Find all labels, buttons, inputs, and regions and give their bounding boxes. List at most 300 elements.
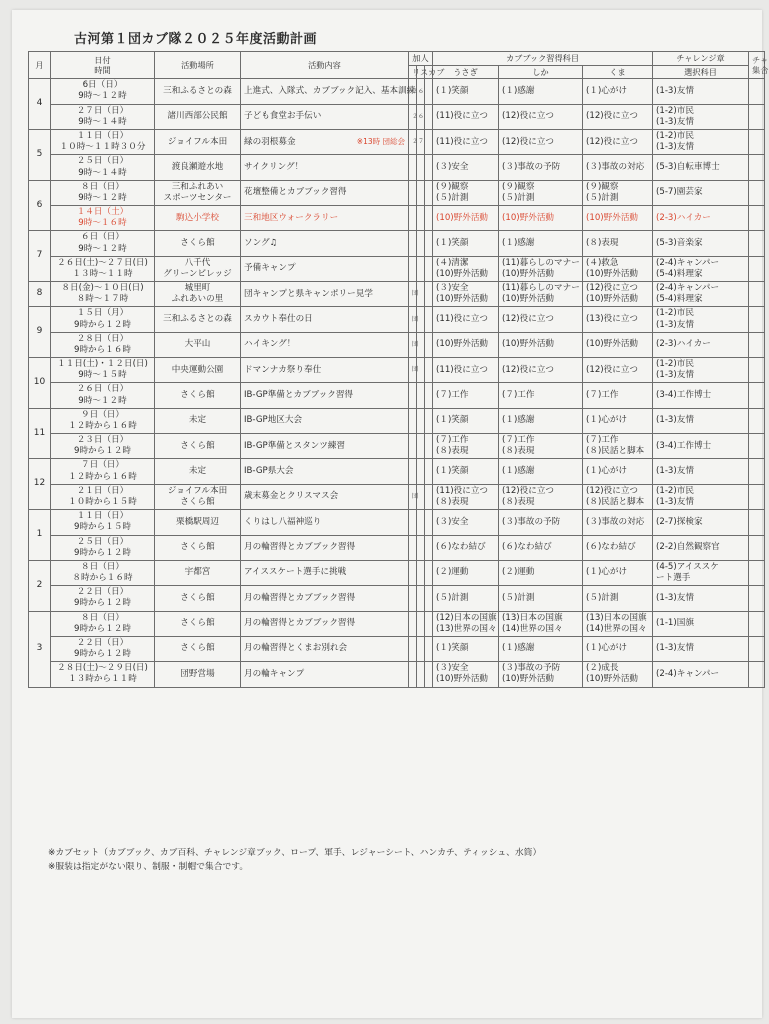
cell-line: (13)日本の国旗 bbox=[502, 612, 563, 623]
content-cell bbox=[241, 130, 409, 155]
month-cell: 10 bbox=[29, 358, 51, 409]
cell-line: (３)安全 bbox=[436, 663, 469, 674]
join-check-cell bbox=[425, 332, 433, 357]
cell-line: (11)役に立つ bbox=[436, 485, 489, 496]
content-cell bbox=[241, 104, 409, 129]
cell-line: (６)なわ結び bbox=[436, 542, 486, 553]
document-title: 古河第１団カブ隊２０２５年度活動計画 bbox=[74, 32, 318, 47]
footer-note-1: ※カブセット（カブブック、カブ百科、チャレンジ章ブック、ロープ、軍手、レジャーシート、ハンカチ、ティッシュ、水筒） bbox=[48, 848, 542, 858]
kuma-cell bbox=[583, 408, 653, 433]
cell-line: ６日（日） bbox=[81, 232, 124, 243]
challenge-cell bbox=[653, 358, 749, 383]
date-cell bbox=[51, 383, 155, 408]
cell-line: (12)日本の国旗 bbox=[436, 612, 497, 623]
join-check-cell bbox=[425, 560, 433, 585]
content-cell bbox=[241, 535, 409, 560]
cell-line: (2-4)キャンパー bbox=[656, 257, 720, 268]
header-challenge-sub: 選択科目 bbox=[653, 65, 749, 79]
content-cell bbox=[241, 256, 409, 281]
shika-cell bbox=[499, 383, 583, 408]
header-challenge-group: チャレンジ章 bbox=[653, 52, 749, 66]
content-text: 団キャンプと県キャンポリー見学 bbox=[244, 288, 373, 299]
cell-line: (11)役に立つ bbox=[436, 364, 489, 375]
extra-cell bbox=[749, 104, 765, 129]
join-check-cell bbox=[417, 256, 425, 281]
header-extra: チャ 集合 bbox=[749, 52, 765, 79]
content-text: IB-GP準備とカブブック習得 bbox=[244, 390, 354, 401]
footer-note-2: ※服装は指定がない限り、制服・制帽で集合です。 bbox=[48, 862, 249, 873]
place-cell bbox=[155, 180, 241, 205]
extra-cell bbox=[749, 535, 765, 560]
table-row bbox=[29, 484, 765, 509]
place-cell bbox=[155, 332, 241, 357]
usagi-cell bbox=[433, 510, 499, 535]
challenge-cell bbox=[653, 383, 749, 408]
cell-line: (11)役に立つ bbox=[436, 136, 489, 147]
cell-line: (５)計測 bbox=[502, 192, 535, 203]
content-text: 緑の羽根募金 bbox=[244, 136, 296, 147]
join-check-cell bbox=[425, 484, 433, 509]
cell-line: (３)安全 bbox=[436, 516, 469, 527]
cell-line: (5-4)料理家 bbox=[656, 294, 703, 305]
date-cell bbox=[51, 636, 155, 661]
content-text: IB-GP準備とスタンツ練習 bbox=[244, 440, 346, 451]
header-cub-group: カブブック習得科目 bbox=[433, 52, 653, 66]
date-cell bbox=[51, 231, 155, 256]
table-row bbox=[29, 560, 765, 585]
cell-line: (９)観察 bbox=[502, 181, 535, 192]
cell-line: (２)成長 bbox=[586, 663, 619, 674]
cell-line: (1-3)友情 bbox=[656, 370, 694, 381]
shika-cell bbox=[499, 282, 583, 307]
cell-line: 宇都宮 bbox=[184, 567, 211, 578]
kuma-cell bbox=[583, 130, 653, 155]
extra-cell bbox=[749, 155, 765, 180]
join-check-cell bbox=[417, 180, 425, 205]
cell-line: 団野営場 bbox=[180, 668, 215, 679]
cell-line: ２２日（日） bbox=[76, 587, 129, 598]
cell-line: (３)事故の対応 bbox=[586, 516, 645, 527]
cell-line: (４)清潔 bbox=[436, 257, 469, 268]
challenge-cell bbox=[653, 484, 749, 509]
extra-cell bbox=[749, 611, 765, 636]
content-text: 月の輪習得とカブブック習得 bbox=[244, 618, 356, 629]
cell-line: (12)役に立つ bbox=[586, 283, 639, 294]
table-row bbox=[29, 408, 765, 433]
shika-cell bbox=[499, 611, 583, 636]
join-check-cell bbox=[425, 611, 433, 636]
cell-line: (７)工作 bbox=[586, 390, 619, 401]
cell-line: ート選手 bbox=[656, 573, 691, 584]
cell-line: (１)感謝 bbox=[502, 643, 535, 654]
cell-line: １１日（日） bbox=[76, 131, 129, 141]
challenge-cell bbox=[653, 459, 749, 484]
shika-cell bbox=[499, 332, 583, 357]
join-check-cell bbox=[425, 206, 433, 231]
join-check-cell: 団 bbox=[409, 358, 417, 383]
content-cell bbox=[241, 282, 409, 307]
cell-line: (６)なわ結び bbox=[586, 542, 636, 553]
cell-line: 未定 bbox=[188, 415, 207, 426]
place-cell bbox=[155, 79, 241, 104]
cell-line: 城里町 bbox=[184, 283, 211, 294]
kuma-cell bbox=[583, 586, 653, 611]
cell-line: (12)役に立つ bbox=[502, 313, 555, 324]
extra-cell bbox=[749, 434, 765, 459]
content-cell bbox=[241, 459, 409, 484]
content-cell bbox=[241, 383, 409, 408]
cell-line: ８日（日） bbox=[81, 561, 124, 572]
shika-cell bbox=[499, 79, 583, 104]
join-check-cell bbox=[417, 434, 425, 459]
cell-line: (２)運動 bbox=[502, 567, 535, 578]
content-cell bbox=[241, 611, 409, 636]
cell-line: (９)観察 bbox=[586, 181, 619, 192]
month-cell: 2 bbox=[29, 560, 51, 611]
cell-line: １５日（月） bbox=[76, 308, 129, 319]
document-sheet bbox=[12, 10, 769, 1018]
header-join-sub3: カブ bbox=[425, 65, 433, 79]
place-cell bbox=[155, 383, 241, 408]
join-check-cell bbox=[425, 104, 433, 129]
content-cell bbox=[241, 586, 409, 611]
cell-line: 三和ふれあい bbox=[171, 181, 224, 192]
month-cell: 4 bbox=[29, 79, 51, 130]
cell-line: (10)野外活動 bbox=[586, 212, 639, 223]
date-cell bbox=[51, 408, 155, 433]
activity-plan-table bbox=[28, 51, 769, 688]
cell-line: 9時から１２時 bbox=[73, 598, 132, 609]
cell-line: ２８日(土)～２９日(日) bbox=[57, 663, 148, 674]
content-cell bbox=[241, 79, 416, 104]
cell-line: (５)計測 bbox=[436, 192, 469, 203]
cell-line: (10)野外活動 bbox=[436, 212, 489, 223]
cell-line: (1-1)国旗 bbox=[656, 618, 694, 629]
place-cell bbox=[155, 104, 241, 129]
cell-line: (5-3)自転車博士 bbox=[656, 161, 720, 172]
content-text: 三和地区ウォークラリー bbox=[244, 212, 339, 223]
content-cell bbox=[241, 662, 409, 687]
extra-cell bbox=[749, 408, 765, 433]
cell-line: (2-4)キャンパー bbox=[656, 283, 720, 294]
cell-line: 渡良瀬遊水地 bbox=[171, 161, 224, 172]
cell-line: 大平山 bbox=[184, 339, 211, 350]
join-check-cell bbox=[425, 383, 433, 408]
cell-line: (１)感謝 bbox=[502, 237, 535, 248]
kuma-cell bbox=[583, 155, 653, 180]
join-check-cell bbox=[417, 636, 425, 661]
content-cell bbox=[241, 358, 409, 383]
header-place: 活動場所 bbox=[155, 52, 241, 79]
shika-cell bbox=[499, 130, 583, 155]
header-month: 月 bbox=[29, 52, 51, 79]
shika-cell bbox=[499, 155, 583, 180]
challenge-cell bbox=[653, 79, 749, 104]
extra-cell bbox=[749, 358, 765, 383]
cell-line: (13)役に立つ bbox=[586, 313, 639, 324]
join-check-cell bbox=[425, 459, 433, 484]
usagi-cell bbox=[433, 307, 499, 332]
header-usagi: うさぎ bbox=[433, 65, 499, 79]
header-shika: しか bbox=[499, 65, 583, 79]
kuma-cell bbox=[583, 104, 653, 129]
cell-line: ９日（日） bbox=[81, 409, 124, 420]
cell-line: (10)野外活動 bbox=[436, 339, 489, 350]
join-check-cell bbox=[409, 459, 417, 484]
cell-line: (１)感謝 bbox=[502, 466, 535, 477]
cell-line: ２６日（日） bbox=[76, 384, 129, 395]
cell-line: (2-3)ハイカー bbox=[656, 339, 711, 350]
join-check-cell bbox=[409, 231, 417, 256]
usagi-cell bbox=[433, 484, 499, 509]
cell-line: (12)役に立つ bbox=[502, 364, 555, 375]
extra-cell bbox=[749, 459, 765, 484]
extra-cell bbox=[749, 79, 765, 104]
challenge-cell bbox=[653, 611, 749, 636]
content-text: アイススケート選手に挑戦 bbox=[244, 567, 347, 578]
header-join: 加人 bbox=[409, 52, 433, 66]
month-cell: 1 bbox=[29, 510, 51, 561]
content-cell bbox=[241, 510, 409, 535]
table-row bbox=[29, 459, 765, 484]
content-text: 花壇整備とカブブック習得 bbox=[244, 187, 347, 198]
cell-line: (１)心がけ bbox=[586, 85, 628, 96]
cell-line: １１日(土)・１２日(日) bbox=[57, 359, 148, 370]
cell-line: (13)世界の国々 bbox=[436, 623, 497, 634]
shika-cell bbox=[499, 560, 583, 585]
shika-cell bbox=[499, 484, 583, 509]
date-cell bbox=[51, 256, 155, 281]
cell-line: (5-7)園芸家 bbox=[656, 187, 703, 198]
cell-line: １０時～１１時３０分 bbox=[59, 142, 146, 153]
kuma-cell bbox=[583, 180, 653, 205]
header-content: 活動内容 bbox=[241, 52, 409, 79]
cell-line: ８日（日） bbox=[81, 612, 124, 623]
cell-line: 9時から１６時 bbox=[73, 344, 132, 355]
cell-line: ８時～１７時 bbox=[76, 294, 129, 305]
cell-line: １０時から１５時 bbox=[68, 496, 137, 507]
cell-line: 諸川西部公民館 bbox=[167, 111, 228, 122]
join-check-cell bbox=[409, 662, 417, 687]
usagi-cell bbox=[433, 130, 499, 155]
cell-line: (７)工作 bbox=[502, 435, 535, 446]
challenge-cell bbox=[653, 180, 749, 205]
challenge-cell bbox=[653, 130, 749, 155]
cell-line: (５)計測 bbox=[436, 592, 469, 603]
join-check-cell bbox=[425, 636, 433, 661]
challenge-cell bbox=[653, 662, 749, 687]
table-row bbox=[29, 130, 765, 155]
date-cell bbox=[51, 180, 155, 205]
cell-line: 9時～１２時 bbox=[78, 243, 127, 254]
cell-line: スポーツセンター bbox=[163, 192, 232, 203]
extra-cell bbox=[749, 130, 765, 155]
cell-line: １３時から１１時 bbox=[68, 674, 137, 685]
content-text: ドマンナカ祭り奉仕 bbox=[244, 364, 322, 375]
usagi-cell bbox=[433, 358, 499, 383]
cell-line: ７日（日） bbox=[81, 460, 124, 471]
cell-line: (５)計測 bbox=[586, 592, 619, 603]
cell-line: (１)笑顔 bbox=[436, 466, 469, 477]
cell-line: (12)役に立つ bbox=[586, 136, 639, 147]
cell-line: (６)なわ結び bbox=[502, 542, 552, 553]
content-text: 月の輪キャンプ bbox=[244, 668, 305, 679]
cell-line: (1-3)友情 bbox=[656, 116, 694, 127]
join-check-cell bbox=[417, 383, 425, 408]
cell-line: (１)笑顔 bbox=[436, 643, 469, 654]
place-cell bbox=[155, 206, 241, 231]
shika-cell bbox=[499, 256, 583, 281]
month-cell: 5 bbox=[29, 130, 51, 181]
place-cell bbox=[155, 586, 241, 611]
usagi-cell bbox=[433, 282, 499, 307]
cell-line: (１)笑顔 bbox=[436, 85, 469, 96]
cell-line: (1-2)市民 bbox=[656, 105, 694, 116]
challenge-cell bbox=[653, 510, 749, 535]
month-cell: 11 bbox=[29, 408, 51, 459]
place-cell bbox=[155, 535, 241, 560]
cell-line: １４日（土） bbox=[76, 207, 129, 218]
usagi-cell bbox=[433, 256, 499, 281]
cell-line: ジョイフル本田 bbox=[167, 136, 228, 147]
cell-line: (10)野外活動 bbox=[586, 268, 639, 279]
cell-line: (３)安全 bbox=[436, 161, 469, 172]
cell-line: (3-4)工作博士 bbox=[656, 440, 712, 451]
join-check-cell bbox=[417, 611, 425, 636]
cell-line: １１日（日） bbox=[76, 511, 129, 522]
usagi-cell bbox=[433, 104, 499, 129]
join-check-cell bbox=[409, 383, 417, 408]
cell-line: (１)笑顔 bbox=[436, 237, 469, 248]
kuma-cell bbox=[583, 434, 653, 459]
content-cell bbox=[241, 231, 409, 256]
cell-line: ２２日（日） bbox=[76, 637, 129, 648]
challenge-cell bbox=[653, 586, 749, 611]
place-cell bbox=[155, 231, 241, 256]
kuma-cell bbox=[583, 535, 653, 560]
place-cell bbox=[155, 408, 241, 433]
join-check-cell bbox=[417, 560, 425, 585]
cell-line: ジョイフル本田 bbox=[167, 485, 228, 496]
extra-cell bbox=[749, 256, 765, 281]
content-text: 月の輪習得とカブブック習得 bbox=[244, 592, 356, 603]
content-cell bbox=[241, 434, 409, 459]
challenge-cell bbox=[653, 231, 749, 256]
cell-line: (10)野外活動 bbox=[586, 339, 639, 350]
cell-line: (１)心がけ bbox=[586, 643, 628, 654]
join-check-cell bbox=[425, 282, 433, 307]
join-check-cell bbox=[409, 256, 417, 281]
join-check-cell bbox=[417, 510, 425, 535]
cell-line: 9時から１２時 bbox=[73, 547, 132, 558]
join-check-cell bbox=[417, 408, 425, 433]
cell-line: (７)工作 bbox=[586, 435, 619, 446]
cell-line: (３)事故の予防 bbox=[502, 516, 561, 527]
cell-line: (1-3)友情 bbox=[656, 643, 694, 654]
join-check-cell bbox=[409, 636, 417, 661]
cell-line: さくら館 bbox=[180, 440, 215, 451]
header-date: 日付 時間 bbox=[51, 52, 155, 79]
cell-line: さくら館 bbox=[180, 643, 215, 654]
kuma-cell bbox=[583, 307, 653, 332]
cell-line: (８)表現 bbox=[436, 446, 469, 457]
cell-line: (1-3)友情 bbox=[656, 496, 694, 507]
shika-cell bbox=[499, 358, 583, 383]
cell-line: (1-2)市民 bbox=[656, 359, 694, 370]
extra-cell bbox=[749, 332, 765, 357]
cell-line: (10)野外活動 bbox=[502, 294, 555, 305]
challenge-cell bbox=[653, 560, 749, 585]
date-cell bbox=[51, 307, 155, 332]
date-cell bbox=[51, 535, 155, 560]
cell-line: (７)工作 bbox=[502, 390, 535, 401]
content-note: ※13時 団総会 bbox=[356, 136, 405, 146]
join-check-cell bbox=[409, 155, 417, 180]
place-cell bbox=[155, 358, 241, 383]
place-cell bbox=[155, 155, 241, 180]
extra-cell bbox=[749, 510, 765, 535]
content-text: IB-GP地区大会 bbox=[244, 415, 303, 426]
usagi-cell bbox=[433, 79, 499, 104]
cell-line: (1-3)友情 bbox=[656, 85, 694, 96]
place-cell bbox=[155, 611, 241, 636]
shika-cell bbox=[499, 408, 583, 433]
place-cell bbox=[155, 307, 241, 332]
usagi-cell bbox=[433, 662, 499, 687]
usagi-cell bbox=[433, 636, 499, 661]
date-cell bbox=[51, 484, 155, 509]
cell-line: (5-4)料理家 bbox=[656, 268, 703, 279]
cell-line: ８時から１６時 bbox=[72, 573, 133, 584]
cell-line: (1-3)友情 bbox=[656, 319, 694, 330]
cell-line: １２時から１６時 bbox=[68, 420, 137, 431]
challenge-cell bbox=[653, 307, 749, 332]
usagi-cell bbox=[433, 586, 499, 611]
content-text: 月の輪習得とカブブック習得 bbox=[244, 542, 356, 553]
cell-line: (2-4)キャンパー bbox=[656, 668, 720, 679]
kuma-cell bbox=[583, 332, 653, 357]
cell-line: (2-3)ハイカー bbox=[656, 212, 711, 223]
cell-line: ２１日（日） bbox=[76, 485, 129, 496]
cell-line: (12)役に立つ bbox=[586, 485, 639, 496]
content-text: くりはし八福神巡り bbox=[244, 516, 322, 527]
content-text: 月の輪習得とくまお別れ会 bbox=[244, 643, 348, 654]
place-cell bbox=[155, 484, 241, 509]
shika-cell bbox=[499, 104, 583, 129]
join-check-cell bbox=[417, 231, 425, 256]
extra-cell bbox=[749, 180, 765, 205]
cell-line: 9時から１２時 bbox=[73, 446, 132, 457]
month-cell: 6 bbox=[29, 180, 51, 231]
join-check-cell bbox=[417, 459, 425, 484]
cell-line: (14)世界の国々 bbox=[502, 623, 563, 634]
shika-cell bbox=[499, 206, 583, 231]
table-row bbox=[29, 206, 765, 231]
usagi-cell bbox=[433, 332, 499, 357]
join-check-cell bbox=[417, 206, 425, 231]
cell-line: さくら館 bbox=[180, 592, 215, 603]
date-cell bbox=[51, 104, 155, 129]
cell-line: (10)野外活動 bbox=[502, 268, 555, 279]
date-cell bbox=[51, 662, 155, 687]
usagi-cell bbox=[433, 408, 499, 433]
cell-line: (５)計測 bbox=[586, 192, 619, 203]
shika-cell bbox=[499, 636, 583, 661]
kuma-cell bbox=[583, 282, 653, 307]
usagi-cell bbox=[433, 535, 499, 560]
cell-line: (12)役に立つ bbox=[502, 136, 555, 147]
date-cell bbox=[51, 586, 155, 611]
